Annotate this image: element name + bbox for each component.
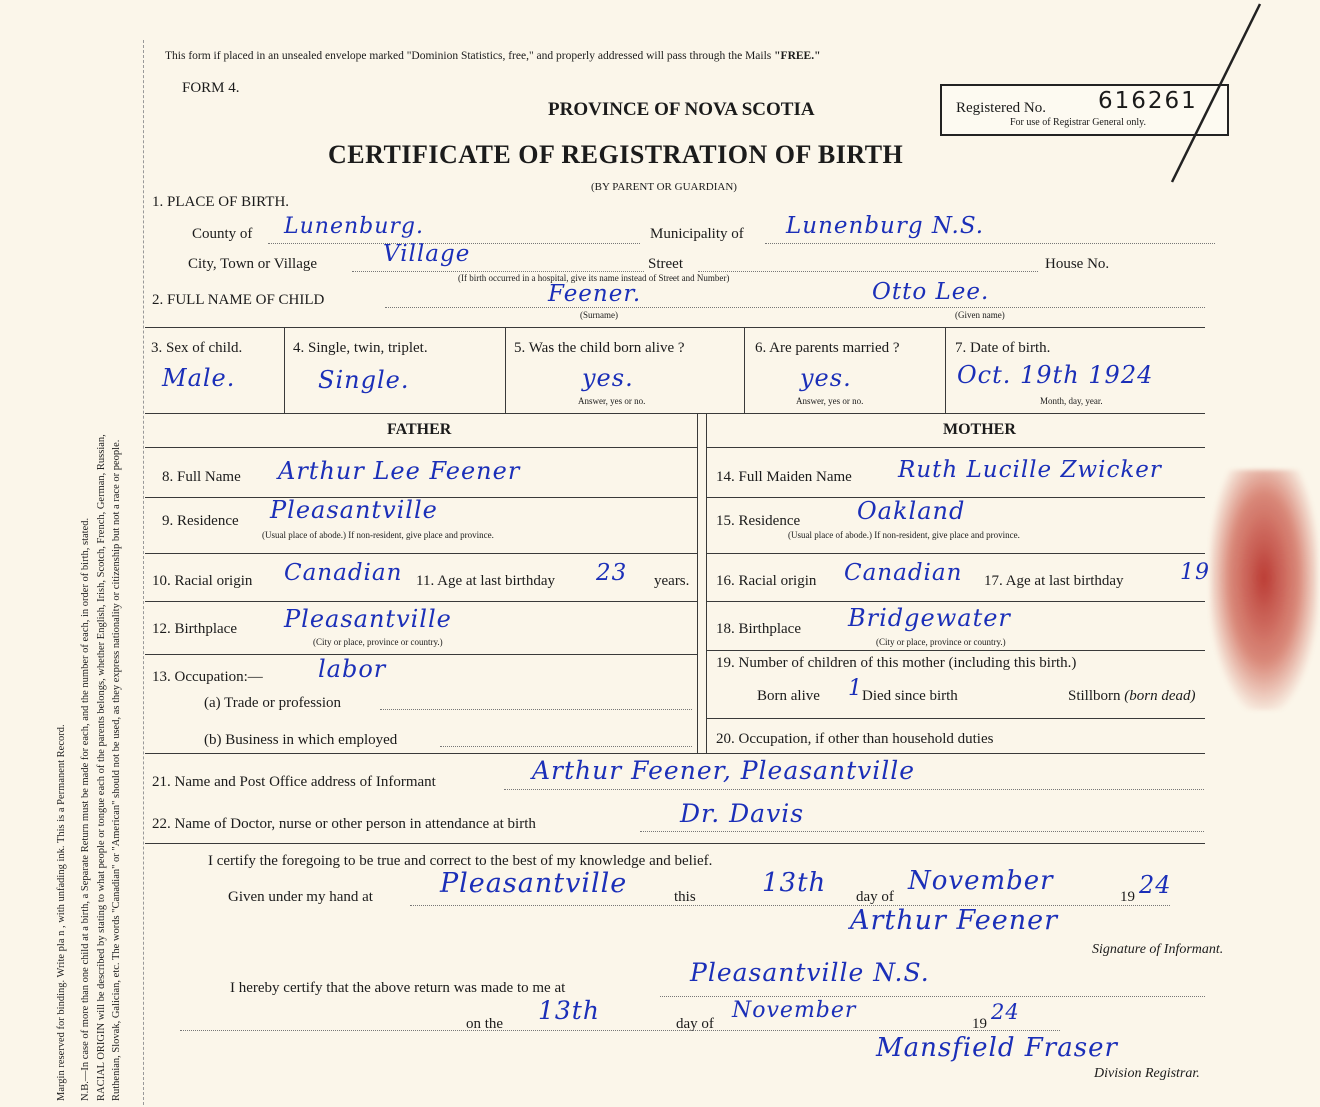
married-value: yes.: [800, 364, 852, 392]
father-years-label: years.: [654, 573, 690, 589]
mother-racial-value: Canadian: [844, 560, 963, 586]
father-birthplace-label: 12. Birthplace: [152, 621, 237, 637]
divider: [284, 327, 285, 413]
mother-birthplace-value: Bridgewater: [848, 604, 1011, 632]
stillborn-label: [1068, 688, 1196, 705]
certify-statement: I certify the foregoing to be true and correct to the best of my knowledge and belief.: [208, 853, 713, 869]
on-year-value: 24: [991, 1000, 1020, 1024]
this-label: this: [674, 889, 696, 905]
father-name-value: Arthur Lee Feener: [278, 457, 521, 485]
red-stain: [1210, 470, 1318, 710]
dotted-line: [440, 746, 692, 747]
father-age-label: 11. Age at last birthday: [416, 573, 555, 589]
rule: [706, 447, 1205, 448]
father-abode-note: (Usual place of abode.) If non-resident, give place and province.: [262, 530, 494, 540]
racial-origin-note: RACIAL ORIGIN will be described by stating to what people or tongue each of the parents belongs, whether English, Irish, Scotch, French, German, Russian,: [96, 434, 107, 1101]
municipality-line: [765, 243, 1215, 244]
informant-value: Arthur Feener, Pleasantville: [532, 756, 916, 785]
registrar-signature: Mansfield Fraser: [876, 1033, 1118, 1063]
sex-label: 3. Sex of child.: [151, 340, 243, 356]
father-racial-value: Canadian: [284, 560, 403, 586]
born-dead-note: (born dead): [1124, 688, 1196, 704]
rule: [145, 447, 698, 448]
father-birthplace-note: (City or place, province or country.): [313, 637, 443, 647]
divider: [706, 413, 707, 753]
city-line: [352, 271, 644, 272]
rule: [145, 413, 1205, 414]
born-alive-note: Answer, yes or no.: [578, 396, 646, 406]
registrar-note: For use of Registrar General only.: [1010, 117, 1146, 128]
given-under-label: Given under my hand at: [228, 889, 373, 905]
mother-abode-note: (Usual place of abode.) If non-resident, give place and province.: [788, 530, 1020, 540]
given-at-value: Pleasantville: [440, 868, 628, 899]
division-registrar-label: Division Registrar.: [1094, 1066, 1200, 1081]
year-prefix-2: 19: [972, 1016, 987, 1032]
rule: [145, 753, 1205, 754]
form-number: FORM 4.: [182, 80, 240, 96]
mother-residence-value: Oakland: [857, 497, 966, 525]
father-name-label: 8. Full Name: [162, 469, 241, 485]
rule: [145, 601, 698, 602]
single-label: 4. Single, twin, triplet.: [293, 340, 428, 356]
on-day-value: 13th: [538, 996, 600, 1025]
rule: [145, 843, 1205, 844]
hospital-note: (If birth occurred in a hospital, give its name instead of Street and Number): [458, 273, 730, 283]
doctor-label: 22. Name of Doctor, nurse or other person in attendance at birth: [152, 816, 536, 832]
date-birth-value: Oct. 19th 1924: [957, 361, 1154, 389]
informant-label: 21. Name and Post Office address of Informant: [152, 774, 436, 790]
mother-occupation-label: 20. Occupation, if other than household duties: [716, 731, 994, 747]
street-line: [698, 271, 1038, 272]
mother-maiden-value: Ruth Lucille Zwicker: [898, 457, 1162, 483]
divider: [744, 327, 745, 413]
mother-residence-label: 15. Residence: [716, 513, 801, 529]
street-label: Street: [648, 256, 683, 272]
dotted-line: [640, 831, 1204, 832]
children-label: 19. Number of children of this mother (including this birth.): [716, 655, 1077, 671]
margin-line: [143, 40, 144, 1105]
mail-note: [165, 50, 820, 62]
child-name-line: [385, 307, 1205, 308]
father-racial-label: 10. Racial origin: [152, 573, 253, 589]
born-alive-count-label: Born alive: [757, 688, 820, 704]
page-title: CERTIFICATE OF REGISTRATION OF BIRTH: [328, 140, 904, 169]
divider: [505, 327, 506, 413]
hereby-statement: I hereby certify that the above return was made to me at: [230, 980, 566, 996]
registered-label: Registered No.: [956, 100, 1046, 116]
rule: [145, 327, 1205, 328]
mother-heading: MOTHER: [943, 421, 1016, 438]
binding-note: Margin reserved for binding. Write pla n , with unfading ink. This is a Permanent Record.: [56, 724, 67, 1101]
day-of-label: day of: [856, 889, 894, 905]
mother-racial-label: 16. Racial origin: [716, 573, 817, 589]
page-subtitle: (BY PARENT OR GUARDIAN): [591, 181, 737, 193]
rule: [145, 654, 698, 655]
single-value: Single.: [318, 366, 410, 394]
day-of-label-2: day of: [676, 1016, 714, 1032]
father-heading: FATHER: [387, 421, 452, 438]
dotted-line: [660, 996, 1205, 997]
mother-maiden-label: 14. Full Maiden Name: [716, 469, 852, 485]
municipality-label: Municipality of: [650, 226, 744, 242]
divider: [697, 413, 698, 753]
father-residence-value: Pleasantville: [270, 496, 438, 524]
mother-age-label: 17. Age at last birthday: [984, 573, 1124, 589]
surname-note: (Surname): [580, 310, 618, 320]
rule: [145, 553, 698, 554]
trade-label: (a) Trade or profession: [204, 695, 342, 711]
year-prefix: 19: [1120, 889, 1135, 905]
given-year-value: 24: [1139, 871, 1172, 899]
given-name-note: (Given name): [955, 310, 1005, 320]
father-birthplace-value: Pleasantville: [284, 605, 452, 633]
margin-notes: [0, 0, 140, 1107]
city-value: Village: [383, 241, 471, 267]
dotted-line: [380, 709, 692, 710]
informant-signature: Arthur Feener: [850, 905, 1059, 936]
full-name-child-label: 2. FULL NAME OF CHILD: [152, 292, 325, 308]
mail-note-text: This form if placed in an unsealed envelope marked "Dominion Statistics, free," and properly addressed will pass through the Mails: [165, 50, 775, 62]
mail-note-free: "FREE.": [774, 50, 821, 62]
on-month-value: November: [732, 998, 857, 1023]
made-at-value: Pleasantville N.S.: [690, 958, 930, 987]
given-month-value: November: [908, 866, 1054, 896]
rule: [706, 601, 1205, 602]
business-label: (b) Business in which employed: [204, 732, 398, 748]
occupation-label: 13. Occupation:—: [152, 669, 263, 685]
mother-age-value: 19: [1180, 560, 1210, 585]
racial-origin-note-2: Ruthenian, Slovak, Galician, etc. The words "Canadian" or "American" should not be used, as they express nationality or citizenship but not a race or people.: [111, 439, 122, 1101]
mother-birthplace-note: (City or place, province or country.): [876, 637, 1006, 647]
dotted-line: [504, 789, 1204, 790]
date-birth-label: 7. Date of birth.: [955, 340, 1051, 356]
mother-birthplace-label: 18. Birthplace: [716, 621, 801, 637]
rule: [706, 718, 1205, 719]
born-alive-label: 5. Was the child born alive ?: [514, 340, 685, 356]
house-no-label: House No.: [1045, 256, 1110, 272]
given-day-value: 13th: [762, 868, 827, 898]
province-title: PROVINCE OF NOVA SCOTIA: [548, 99, 815, 120]
born-alive-count-value: 1: [848, 676, 863, 701]
city-label: City, Town or Village: [188, 256, 318, 272]
married-note: Answer, yes or no.: [796, 396, 864, 406]
doctor-value: Dr. Davis: [680, 799, 805, 828]
father-residence-label: 9. Residence: [162, 513, 239, 529]
occupation-value: labor: [318, 655, 387, 683]
sex-value: Male.: [162, 364, 236, 392]
county-label: County of: [192, 226, 253, 242]
died-since-label: Died since birth: [862, 688, 958, 704]
pen-stroke-mark: [1160, 0, 1270, 190]
signature-informant-label: Signature of Informant.: [1092, 942, 1224, 957]
date-note: Month, day, year.: [1040, 396, 1103, 406]
municipality-value: Lunenburg N.S.: [786, 213, 985, 239]
on-the-label: on the: [466, 1016, 504, 1032]
rule: [706, 553, 1205, 554]
county-value: Lunenburg.: [284, 214, 424, 239]
nb-note: N.B.—In case of more than one child at a birth, a Separate Return must be made for each, and the number of each, in order of birth, stated.: [80, 517, 91, 1101]
rule: [706, 650, 1205, 651]
registered-number: 616261: [1098, 88, 1198, 114]
place-of-birth-label: 1. PLACE OF BIRTH.: [152, 194, 290, 210]
divider: [945, 327, 946, 413]
father-age-value: 23: [596, 560, 628, 586]
given-name-value: Otto Lee.: [872, 279, 990, 305]
dotted-line: [180, 1030, 1060, 1031]
surname-value: Feener.: [548, 281, 642, 307]
stillborn-text: Stillborn: [1068, 688, 1121, 704]
married-label: 6. Are parents married ?: [755, 340, 900, 356]
born-alive-value: yes.: [582, 364, 634, 392]
